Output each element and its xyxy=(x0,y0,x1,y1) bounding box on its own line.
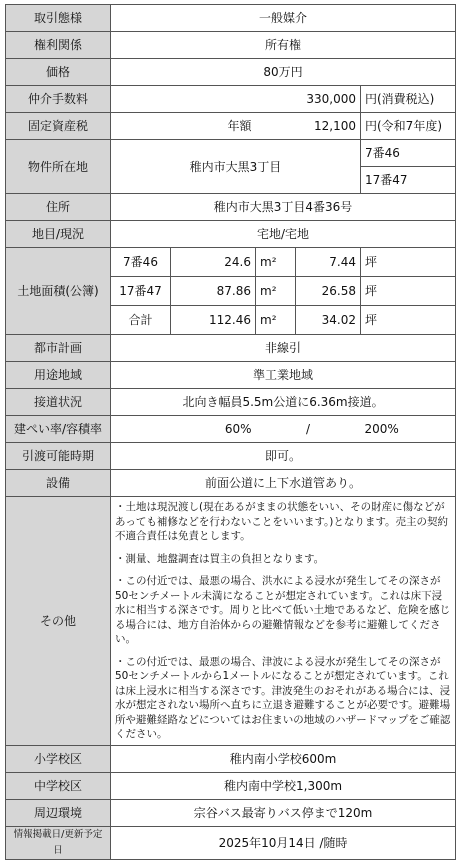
location-lot-2: 17番47 xyxy=(361,167,456,194)
landarea-lot: 17番47 xyxy=(111,277,171,306)
fee-unit: 円(消費税込) xyxy=(361,86,456,113)
address-label: 住所 xyxy=(6,194,111,221)
landarea-label: 土地面積(公簿) xyxy=(6,248,111,335)
road-value: 北向き幅員5.5m公道に6.36m接道。 xyxy=(111,389,456,416)
note-item: ・測量、地盤調査は買主の負担となります。 xyxy=(115,552,325,565)
zoning-value: 準工業地域 xyxy=(111,362,456,389)
landarea-sqm-unit: m² xyxy=(256,306,296,335)
landarea-tsubo: 34.02 xyxy=(296,306,361,335)
facilities-value: 前面公道に上下水道管あり。 xyxy=(111,470,456,497)
surroundings-label: 周辺環境 xyxy=(6,799,111,826)
rights-value: 所有権 xyxy=(111,32,456,59)
landarea-tsubo-unit: 坪 xyxy=(361,277,456,306)
location-label: 物件所在地 xyxy=(6,140,111,194)
row-planning xyxy=(6,335,456,362)
tax-prefix: 年額 xyxy=(111,113,256,140)
ratio-separator: / xyxy=(256,416,361,443)
row-junior xyxy=(6,772,456,799)
junior-label: 中学校区 xyxy=(6,772,111,799)
other-label: その他 xyxy=(6,497,111,746)
other-notes xyxy=(111,497,456,746)
row-landtype xyxy=(6,221,456,248)
landarea-sqm: 24.6 xyxy=(171,248,256,277)
fee-label: 仲介手数料 xyxy=(6,86,111,113)
row-ratio xyxy=(6,416,456,443)
tax-amount: 12,100 xyxy=(256,113,361,140)
landtype-value: 宅地/宅地 xyxy=(111,221,456,248)
facilities-label: 設備 xyxy=(6,470,111,497)
landarea-sqm-unit: m² xyxy=(256,277,296,306)
row-surroundings xyxy=(6,799,456,826)
note-item: ・この付近では、最悪の場合、津波による浸水が発生してその深さが50センチメートルから1メートルになることが想定されています。これは床上浸水に相当する深さです。津波発生のおそれがある場合には、浸水が想定されない場所へ直ちに立退き避難することが必要です。避難場所や避難経路などについてはお住まいの地域のハザードマップをご確認ください。 xyxy=(115,655,451,740)
row-road xyxy=(6,389,456,416)
zoning-label: 用途地域 xyxy=(6,362,111,389)
handover-value: 即可。 xyxy=(111,443,456,470)
note-item: ・土地は現況渡し(現在あるがままの状態をいい、その財産に傷などがあっても補修などを行わないことをいいます。)となります。売主の契約不適合責任は免責とします。 xyxy=(115,501,449,542)
published-label: 情報掲載日/更新予定日 xyxy=(6,826,111,859)
elementary-value: 稚内南小学校600m xyxy=(111,745,456,772)
row-fee xyxy=(6,86,456,113)
ratio-label: 建ぺい率/容積率 xyxy=(6,416,111,443)
row-other xyxy=(6,497,456,746)
transaction-label: 取引態様 xyxy=(6,5,111,32)
row-landarea-1 xyxy=(6,248,456,277)
row-elementary xyxy=(6,745,456,772)
transaction-value: 一般媒介 xyxy=(111,5,456,32)
planning-label: 都市計画 xyxy=(6,335,111,362)
coverage-ratio: 60% xyxy=(111,416,256,443)
landarea-sqm: 112.46 xyxy=(171,306,256,335)
published-value: 2025年10月14日 /随時 xyxy=(111,826,456,859)
price-value: 80万円 xyxy=(111,59,456,86)
rights-label: 権利関係 xyxy=(6,32,111,59)
location-area: 稚内市大黒3丁目 xyxy=(111,140,361,194)
row-handover xyxy=(6,443,456,470)
road-label: 接道状況 xyxy=(6,389,111,416)
planning-value: 非線引 xyxy=(111,335,456,362)
row-rights xyxy=(6,32,456,59)
landarea-tsubo-unit: 坪 xyxy=(361,306,456,335)
row-location-1 xyxy=(6,140,456,167)
elementary-label: 小学校区 xyxy=(6,745,111,772)
row-facilities xyxy=(6,470,456,497)
surroundings-value: 宗谷バス最寄りバス停まで120m xyxy=(111,799,456,826)
address-value: 稚内市大黒3丁目4番36号 xyxy=(111,194,456,221)
landarea-sqm-unit: m² xyxy=(256,248,296,277)
tax-label: 固定資産税 xyxy=(6,113,111,140)
junior-value: 稚内南中学校1,300m xyxy=(111,772,456,799)
tax-unit: 円(令和7年度) xyxy=(361,113,456,140)
fee-amount: 330,000 xyxy=(111,86,361,113)
row-address xyxy=(6,194,456,221)
landtype-label: 地目/現況 xyxy=(6,221,111,248)
row-zoning xyxy=(6,362,456,389)
location-lot-1: 7番46 xyxy=(361,140,456,167)
note-item: ・この付近では、最悪の場合、洪水による浸水が発生してその深さが50センチメートル未満になることが想定されています。これは床下浸水に相当する深さです。周りと比べて低い土地であるなど、危険を感じる場合には、地方自治体からの避難情報などを参考に避難してください。 xyxy=(115,575,451,645)
landarea-lot: 合計 xyxy=(111,306,171,335)
landarea-tsubo-unit: 坪 xyxy=(361,248,456,277)
landarea-lot: 7番46 xyxy=(111,248,171,277)
landarea-tsubo: 26.58 xyxy=(296,277,361,306)
property-table xyxy=(5,4,456,860)
handover-label: 引渡可能時期 xyxy=(6,443,111,470)
landarea-sqm: 87.86 xyxy=(171,277,256,306)
row-transaction xyxy=(6,5,456,32)
floor-ratio: 200% xyxy=(361,416,456,443)
price-label: 価格 xyxy=(6,59,111,86)
row-tax xyxy=(6,113,456,140)
row-price xyxy=(6,59,456,86)
landarea-tsubo: 7.44 xyxy=(296,248,361,277)
